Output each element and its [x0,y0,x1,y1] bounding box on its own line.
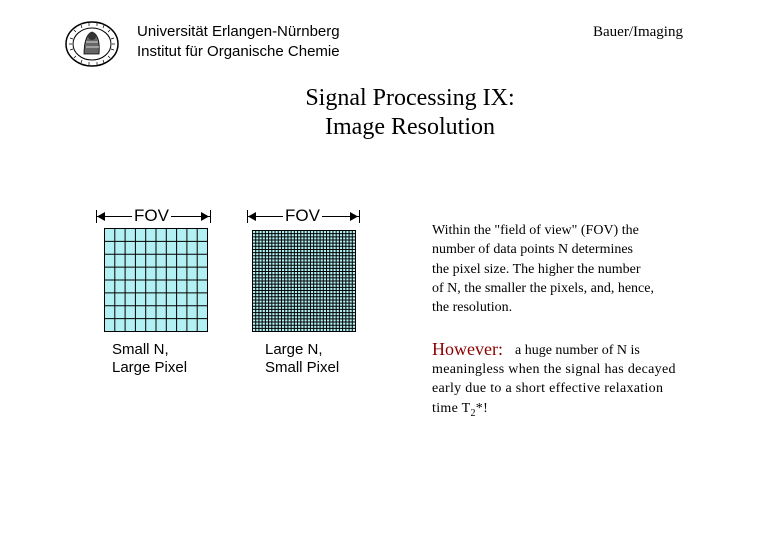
slide-title-line-1: Signal Processing IX: [305,85,515,111]
however-last-suffix: *! [475,401,489,416]
arrow-right-icon [201,212,209,221]
description-line: Within the "field of view" (FOV) the [432,223,639,238]
fov-marker-small [96,206,212,226]
however-line: a huge number of N is [515,343,640,358]
description-line: number of data points N determines [432,242,634,257]
large-grid-caption-line-2: Small Pixel [265,359,340,376]
description-line: the pixel size. The higher the number [432,262,641,277]
t2-subscript: 2 [470,407,476,419]
university-seal-logo [64,20,120,68]
however-last-prefix: time T [432,401,471,416]
author-label: Bauer/Imaging [593,24,683,40]
however-line: meaningless when the signal has decayed [432,362,676,377]
small-grid-caption-line-2: Large Pixel [112,359,188,376]
description-line: of N, the smaller the pixels, and, hence, [432,281,654,296]
fov-marker-large [247,206,361,226]
coarse-pixel-grid [104,228,208,332]
however-last-line [432,399,488,423]
fov-label-small: FOV [134,206,169,225]
institute-name: Institut für Organische Chemie [137,43,340,60]
arrow-right-icon [350,212,358,221]
fine-pixel-grid [252,230,356,332]
slide-title-line-2: Image Resolution [325,114,495,140]
description-line: the resolution. [432,300,513,315]
small-grid-caption-line-1: Small N, [112,341,169,358]
however-heading: However: [432,339,503,359]
university-name: Universität Erlangen-Nürnberg [137,23,340,40]
fov-label-large: FOV [285,206,320,225]
however-line: early due to a short effective relaxation [432,381,664,396]
arrow-left-icon [248,212,256,221]
arrow-left-icon [97,212,105,221]
large-grid-caption-line-1: Large N, [265,341,323,358]
